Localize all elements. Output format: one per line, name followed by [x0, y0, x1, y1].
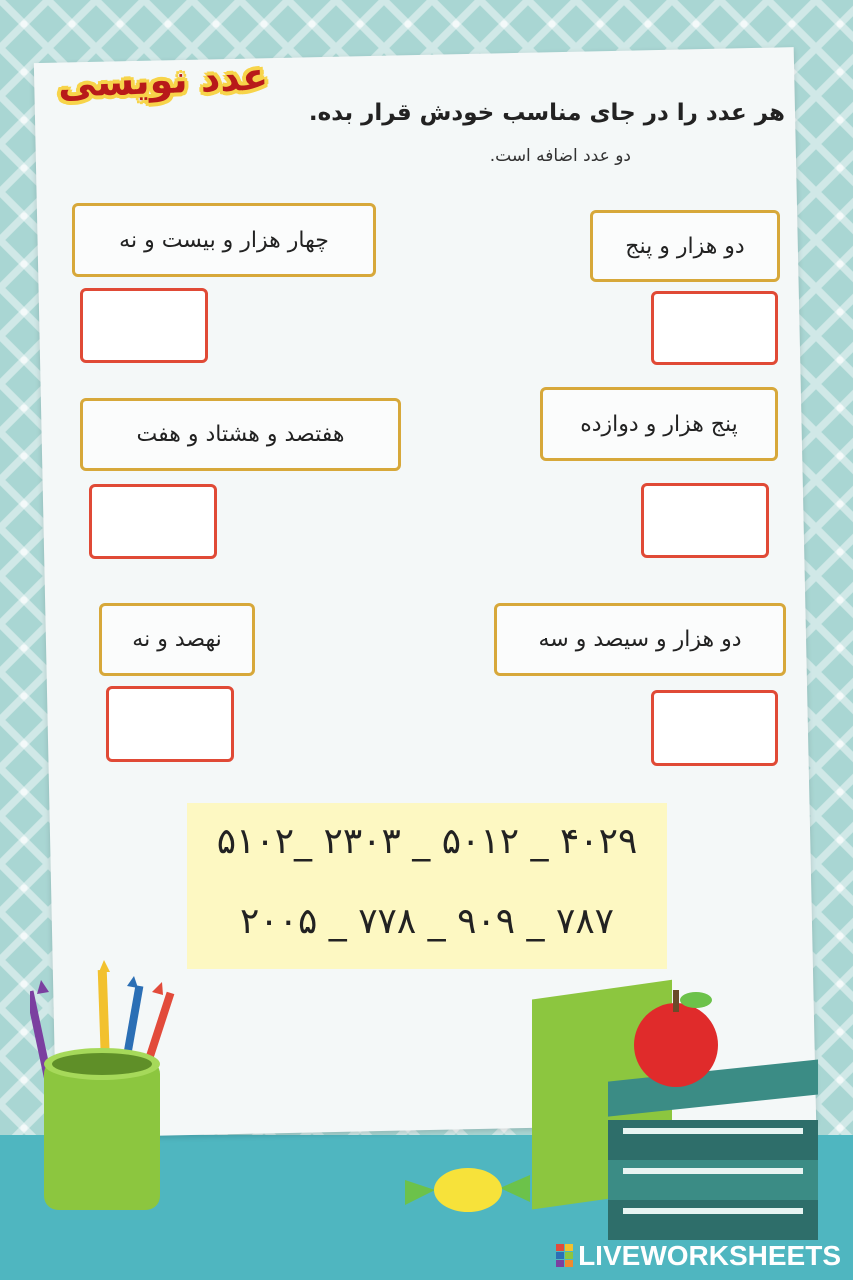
answer-box-5[interactable] — [651, 690, 778, 766]
answer-box-3[interactable] — [641, 483, 769, 558]
word-box-1: دو هزار و پنج — [590, 210, 780, 282]
answer-box-2[interactable] — [80, 288, 208, 363]
liveworksheets-brand[interactable] — [556, 1240, 841, 1272]
word-box-2: چهار هزار و بیست و نه — [72, 203, 376, 277]
instruction-text: هر عدد را در جای مناسب خودش قرار بده. — [308, 100, 785, 126]
numbers-panel — [187, 803, 667, 969]
answer-box-1[interactable] — [651, 291, 778, 365]
candy-illustration — [405, 1160, 535, 1220]
word-box-3: پنج هزار و دوازده — [540, 387, 778, 461]
word-box-4: هفتصد و هشتاد و هفت — [80, 398, 401, 471]
liveworksheets-logo-icon — [556, 1244, 574, 1268]
answer-box-4[interactable] — [89, 484, 217, 559]
word-box-5: دو هزار و سیصد و سه — [494, 603, 786, 676]
numbers-line-1: ۵۱۰۲_ ۲۳۰۳ _ ۵۰۱۲ _ ۴۰۲۹ — [216, 821, 638, 862]
brand-text: LIVEWORKSHEETS — [578, 1240, 841, 1271]
word-box-6: نهصد و نه — [99, 603, 255, 676]
answer-box-6[interactable] — [106, 686, 234, 762]
books-apple-illustration — [528, 970, 828, 1250]
note-text: دو عدد اضافه است. — [489, 146, 631, 166]
page-title: عدد نویسی — [57, 54, 269, 106]
pencil-cup-illustration — [30, 960, 180, 1220]
numbers-line-2: ۲۰۰۵ _ ۷۷۸ _ ۹۰۹ _ ۷۸۷ — [239, 901, 615, 942]
